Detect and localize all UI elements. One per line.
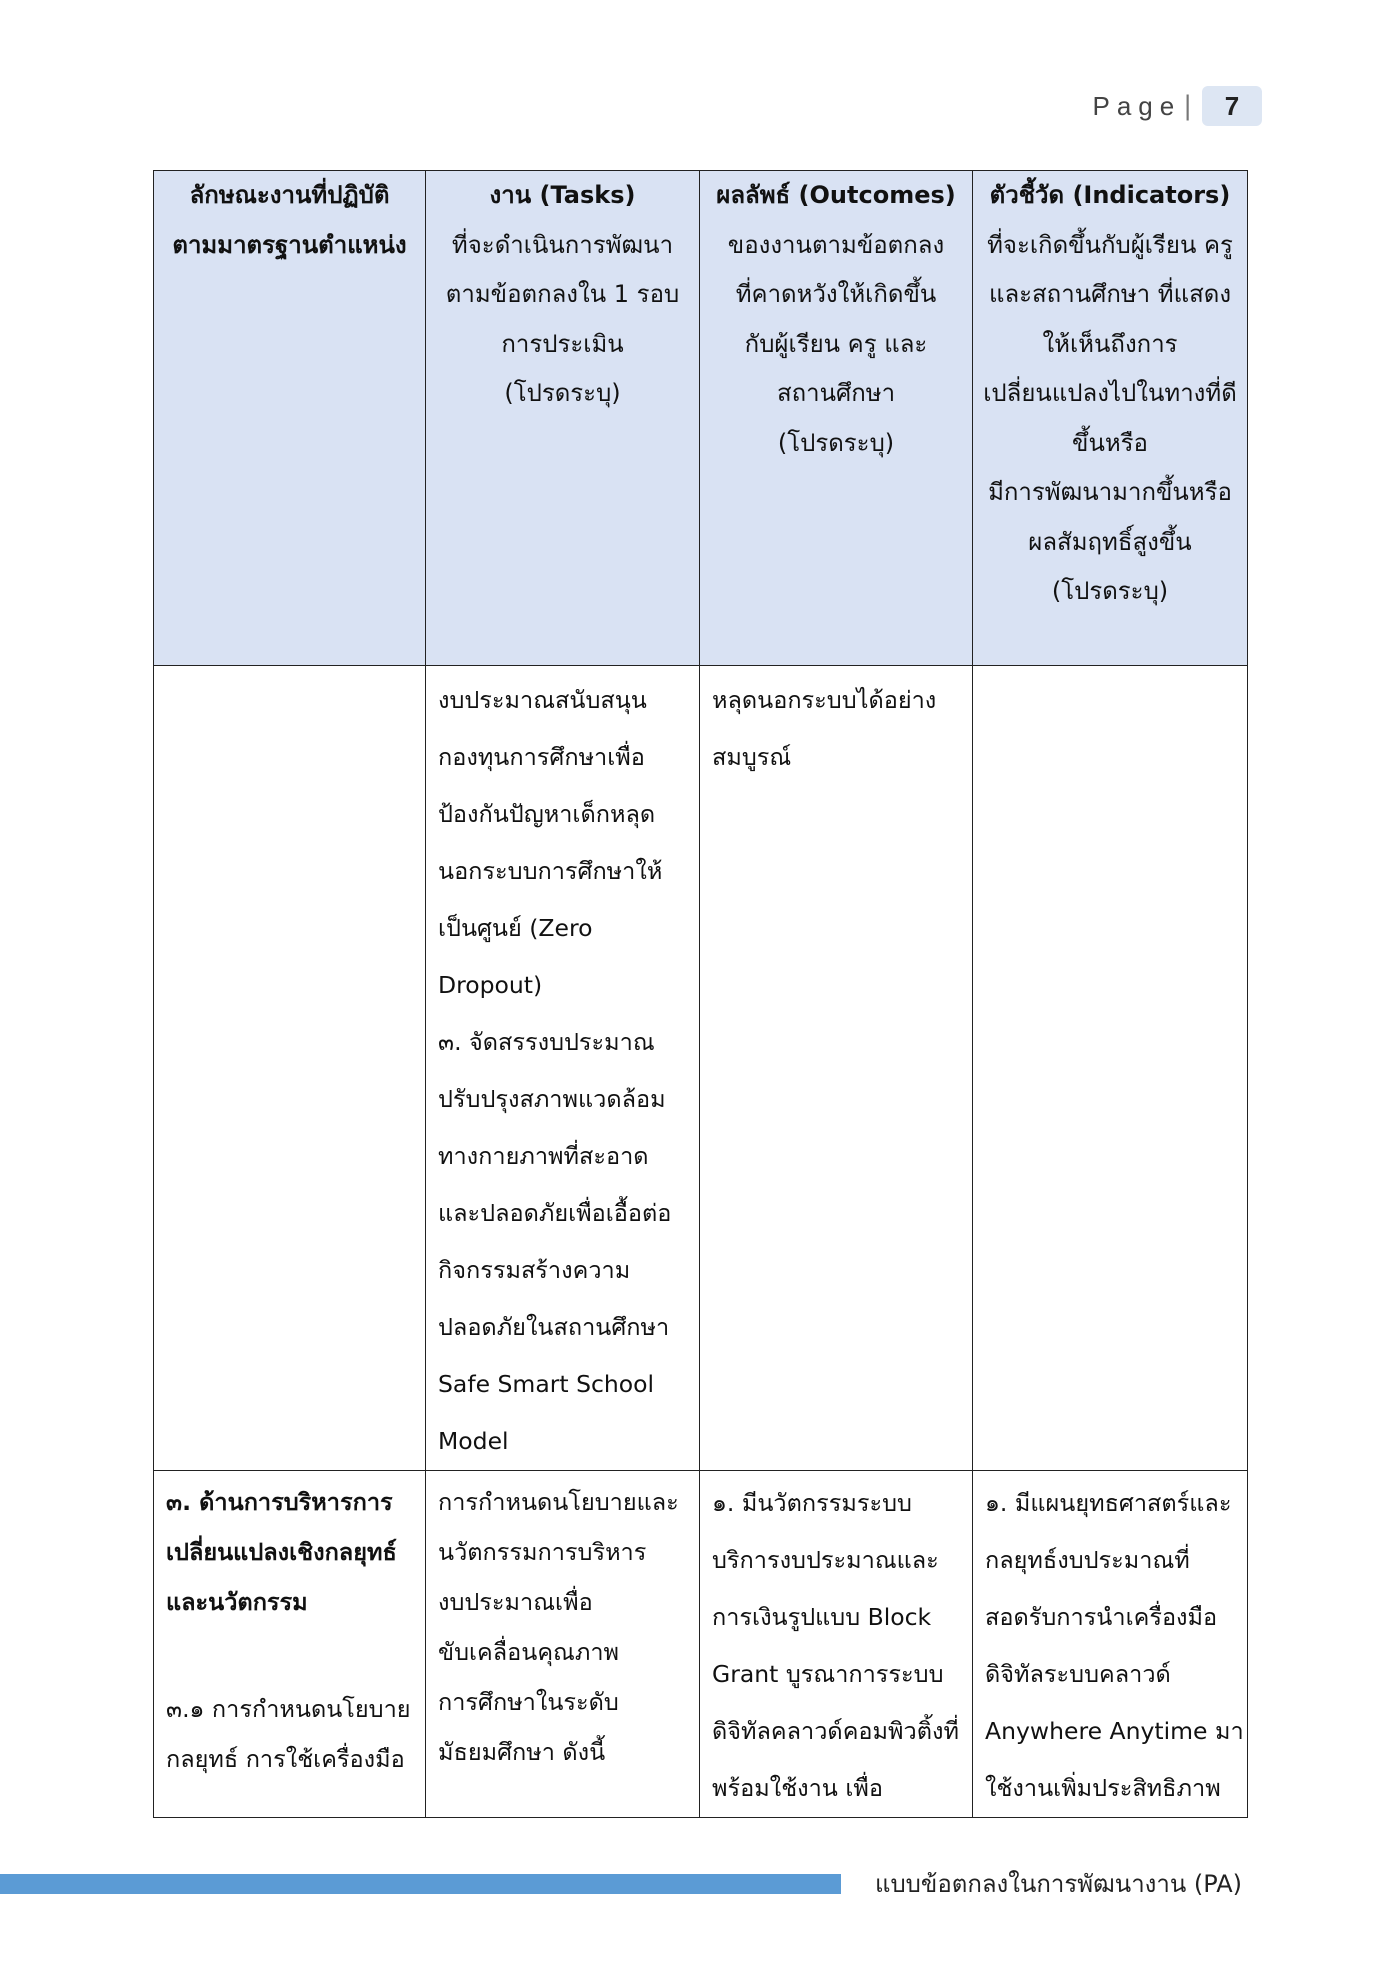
header-line: ที่จะเกิดขึ้นกับผู้เรียน ครู [987,230,1233,259]
text-line: งบประมาณสนับสนุน [438,686,647,714]
text-line: ปรับปรุงสภาพแวดล้อม [438,1085,666,1113]
header-line: การประเมิน [501,329,624,358]
header-indicators [973,171,1248,666]
header-standard [154,171,426,666]
text-line: ป้องกันปัญหาเด็กหลุด [438,800,656,828]
text-line: ๓.๑ การกำหนดนโยบาย [166,1695,411,1723]
text-line: ใช้งานเพิ่มประสิทธิภาพ [985,1774,1221,1802]
text-line: พร้อมใช้งาน เพื่อ [712,1774,883,1802]
text-line: เป็นศูนย์ (Zero [438,914,593,942]
text-line: หลุดนอกระบบได้อย่าง [712,686,937,714]
text-line: กลยุทธ์งบประมาณที่ [985,1546,1190,1574]
text-line: ๑. มีแผนยุทธศาสตร์และ [985,1489,1232,1517]
text-line: Grant บูรณาการระบบ [712,1660,944,1688]
text-line: Safe Smart School [438,1370,655,1398]
text-line: ปลอดภัยในสถานศึกษา [438,1313,670,1341]
text-line: บริการงบประมาณและ [712,1546,939,1574]
page-header [1093,86,1263,126]
page-label: Page [1092,90,1182,121]
tasks-text [426,666,699,1470]
header-line: (โปรดระบุ) [777,428,895,457]
text-line: การเงินรูปแบบ Block [712,1603,932,1631]
text-line: ดิจิทัลระบบคลาวด์ [985,1660,1171,1688]
text-line: ขับเคลื่อนคุณภาพ [438,1638,620,1666]
standard-text [154,1471,425,1784]
header-line: มีการพัฒนามากขึ้นหรือ [988,478,1232,506]
page-number: 7 [1202,86,1262,126]
cell-tasks [426,666,700,1471]
header-line: ผลสัมฤทธิ์สูงขึ้น [1028,527,1192,556]
table-row-continuation [154,666,1248,1471]
pa-agreement-table [153,170,1248,1818]
text-line: ๓. ด้านการบริหารการ [166,1488,393,1516]
header-tasks [426,171,700,666]
footer-accent-bar [0,1874,841,1894]
text-line: กองทุนการศึกษาเพื่อ [438,743,645,771]
text-line: และนวัตกรรม [166,1588,308,1616]
header-line: ที่จะดำเนินการพัฒนา [451,230,674,259]
header-line: ตามข้อตกลงใน 1 รอบ [445,280,680,308]
header-line: และสถานศึกษา ที่แสดง [988,280,1232,308]
text-line: ทางกายภาพที่สะอาด [438,1142,649,1170]
text-line: งบประมาณเพื่อ [438,1588,593,1616]
cell-indicators-empty [973,666,1248,1471]
text-line: นอกระบบการศึกษาให้ [438,857,663,885]
header-line: (โปรดระบุ) [504,379,621,407]
header-line: ตามมาตรฐานตำแหน่ง [172,230,407,259]
text-line: การศึกษาในระดับ [438,1688,619,1716]
text-line: สมบูรณ์ [712,743,792,771]
header-line: ให้เห็นถึงการ [1042,329,1178,358]
text-line: เปลี่ยนแปลงเชิงกลยุทธ์ [166,1538,397,1566]
cell-tasks [426,1471,700,1818]
footer-title: แบบข้อตกลงในการพัฒนางาน (PA) [874,1870,1242,1898]
indicators-text [973,1471,1247,1817]
header-line: ของงานตามข้อตกลง [727,230,945,259]
outcomes-text [700,1471,972,1817]
cell-outcomes [700,1471,973,1818]
header-line: ที่คาดหวังให้เกิดขึ้น [735,280,937,308]
header-line: ขึ้นหรือ [1072,428,1148,457]
text-line: นวัตกรรมการบริหาร [438,1538,647,1566]
cell-indicators [973,1471,1248,1818]
text-line: ๑. มีนวัตกรรมระบบ [712,1489,912,1517]
text-line: สอดรับการนำเครื่องมือ [985,1603,1218,1631]
tasks-text [426,1471,699,1777]
header-line: (โปรดระบุ) [1051,577,1169,605]
text-line: มัธยมศึกษา ดังนี้ [438,1738,606,1766]
table-row-management [154,1471,1248,1818]
header-outcomes [700,171,973,666]
text-line: ดิจิทัลคลาวด์คอมพิวติ้งที่ [712,1717,959,1745]
text-line: Dropout) [438,971,543,999]
text-line: และปลอดภัยเพื่อเอื้อต่อ [438,1199,672,1227]
text-line: กิจกรรมสร้างความ [438,1256,631,1284]
cell-standard-empty [154,666,426,1471]
header-line: ตัวชี้วัด (Indicators) [989,181,1231,209]
header-line: เปลี่ยนแปลงไปในทางที่ดี [983,379,1237,407]
header-line: กับผู้เรียน ครู และ [744,329,928,358]
text-line: Anywhere Anytime มา [985,1717,1244,1745]
table-header-row [154,171,1248,666]
cell-outcomes [700,666,973,1471]
header-line: ลักษณะงานที่ปฏิบัติ [189,181,390,209]
text-line: Model [438,1427,509,1455]
header-line: สถานศึกษา [776,379,896,407]
spacer [166,1627,415,1684]
cell-standard [154,1471,426,1818]
header-line: งาน (Tasks) [489,181,636,209]
page-separator: | [1183,91,1192,121]
header-line: ผลลัพธ์ (Outcomes) [716,181,956,209]
outcomes-text [700,666,972,786]
text-line: ๓. จัดสรรงบประมาณ [438,1028,655,1056]
text-line: การกำหนดนโยบายและ [438,1488,679,1516]
text-line: กลยุทธ์ การใช้เครื่องมือ [166,1745,405,1773]
